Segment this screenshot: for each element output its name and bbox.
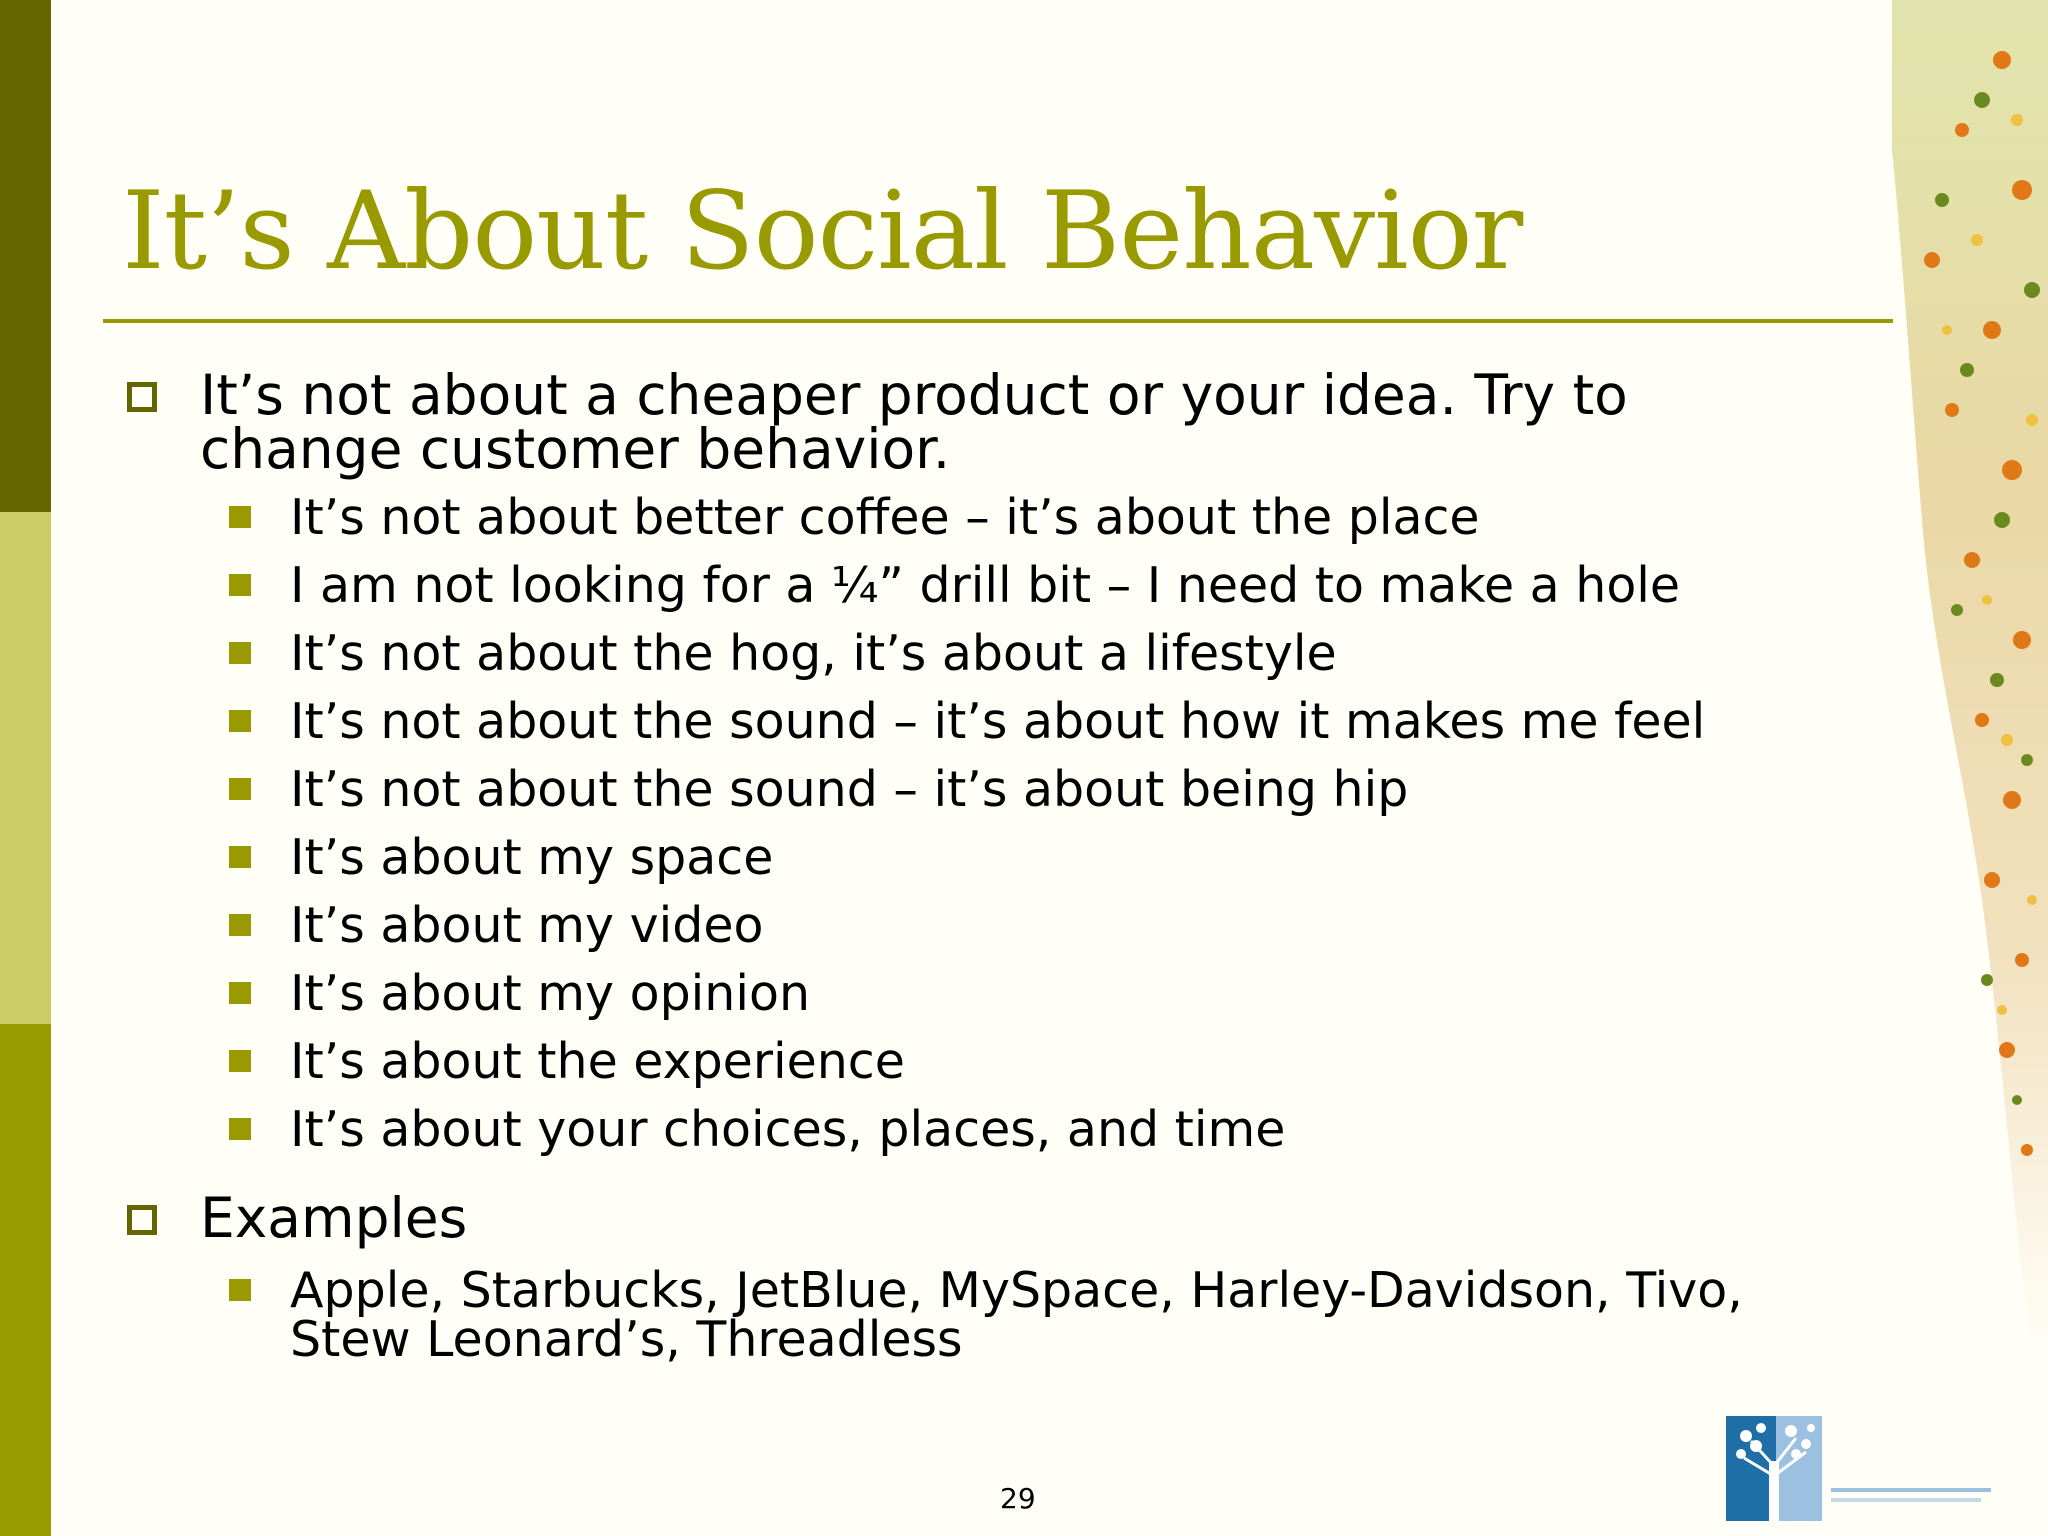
sub-bullet-10: [290, 1101, 1286, 1158]
filled-square-bullet-icon: [229, 574, 251, 596]
slide-title: It’s About Social Behavior: [122, 169, 1523, 294]
left-bar-dark: [0, 0, 51, 512]
sub-bullet-6: [290, 829, 774, 886]
sub-bullet-9-text: It’s about the experience: [290, 1033, 905, 1090]
filled-square-bullet-icon: [229, 778, 251, 800]
sub-bullet-6-text: It’s about my space: [290, 829, 774, 886]
filled-square-bullet-icon: [229, 710, 251, 732]
filled-square-bullet-icon: [229, 506, 251, 528]
sub-bullet-1-text: It’s not about better coffee – it’s about the place: [290, 489, 1480, 546]
sub-bullet-examples-text-cont: Stew Leonard’s, Threadless: [290, 1311, 963, 1368]
hollow-square-bullet-icon: [127, 382, 157, 412]
sub-bullet-examples: [290, 1262, 1743, 1319]
sub-bullet-9: [290, 1033, 905, 1090]
sub-bullet-3: [290, 625, 1337, 682]
sub-bullet-8-text: It’s about my opinion: [290, 965, 811, 1022]
title-divider: [103, 319, 1893, 323]
sub-bullet-4: [290, 693, 1706, 750]
floral-vine-decoration: [1892, 0, 2048, 1360]
sub-bullet-2: [290, 557, 1681, 614]
filled-square-bullet-icon: [229, 1279, 251, 1301]
page-number: 29: [1000, 1482, 1036, 1515]
left-bar-olive: [0, 1024, 51, 1536]
sub-bullet-examples-continuation: [290, 1311, 963, 1368]
sub-bullet-7-text: It’s about my video: [290, 897, 764, 954]
sub-bullet-3-text: It’s not about the hog, it’s about a lifestyle: [290, 625, 1337, 682]
sub-bullet-examples-text: Apple, Starbucks, JetBlue, MySpace, Harley-Davidson, Tivo,: [290, 1262, 1743, 1319]
bullet-main-1: [200, 363, 1628, 427]
bullet-main-1-continuation: [200, 417, 951, 481]
sub-bullet-4-text: It’s not about the sound – it’s about how it makes me feel: [290, 693, 1706, 750]
bullet-main-1-text-cont: change customer behavior.: [200, 417, 951, 481]
bullet-main-1-text: It’s not about a cheaper product or your idea. Try to: [200, 363, 1628, 427]
left-bar-light: [0, 512, 51, 1024]
filled-square-bullet-icon: [229, 914, 251, 936]
sub-bullet-1: [290, 489, 1480, 546]
filled-square-bullet-icon: [229, 982, 251, 1004]
sub-bullet-7: [290, 897, 764, 954]
sub-bullet-5-text: It’s not about the sound – it’s about being hip: [290, 761, 1409, 818]
filled-square-bullet-icon: [229, 642, 251, 664]
tree-logo-icon: [1726, 1416, 1996, 1521]
sub-bullet-8: [290, 965, 811, 1022]
sub-bullet-10-text: It’s about your choices, places, and time: [290, 1101, 1286, 1158]
filled-square-bullet-icon: [229, 1050, 251, 1072]
filled-square-bullet-icon: [229, 1118, 251, 1140]
sub-bullet-5: [290, 761, 1409, 818]
sub-bullet-2-text: I am not looking for a ¼” drill bit – I need to make a hole: [290, 557, 1681, 614]
hollow-square-bullet-icon: [127, 1205, 157, 1235]
filled-square-bullet-icon: [229, 846, 251, 868]
bullet-main-2-text: Examples: [200, 1186, 468, 1250]
bullet-main-2: [200, 1186, 468, 1250]
